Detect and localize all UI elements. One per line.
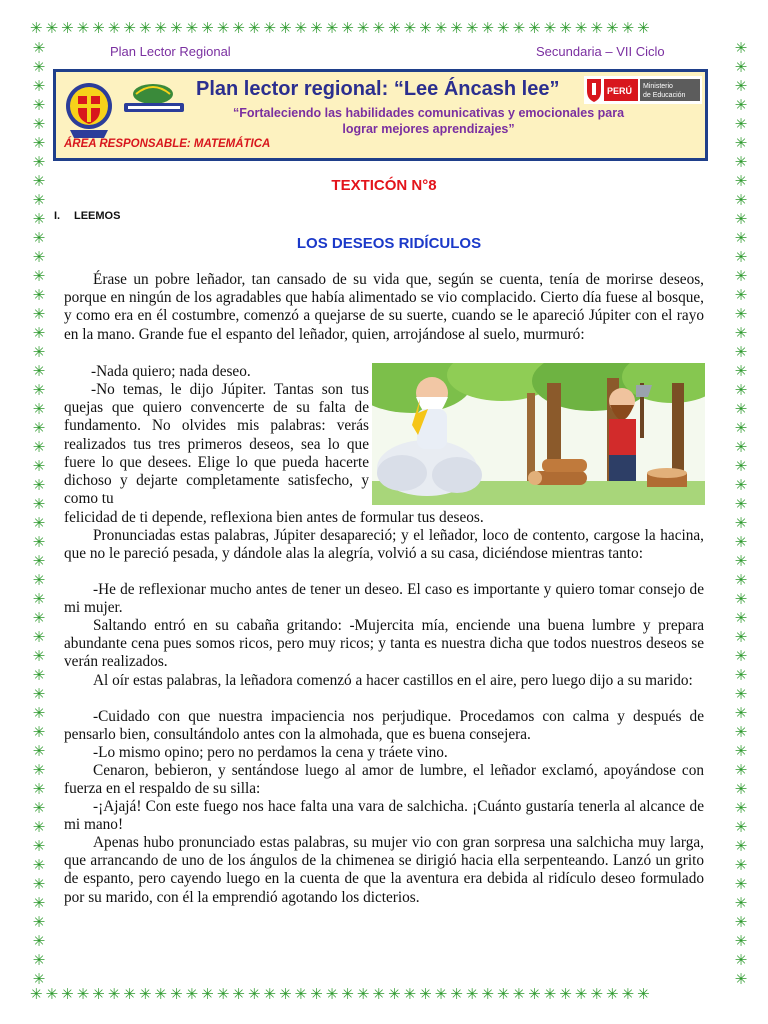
- page-border-right: ✳✳✳✳✳✳✳✳✳✳✳✳✳✳✳✳✳✳✳✳✳✳✳✳✳✳✳✳✳✳✳✳✳✳✳✳✳✳✳✳✳✳✳✳✳✳✳✳✳✳: [734, 41, 748, 988]
- ugel-logo-icon: [116, 82, 191, 116]
- paragraph-2: -Nada quiero; nada deseo.: [91, 363, 251, 380]
- page-border-bottom: ✳✳✳✳✳✳✳✳✳✳✳✳✳✳✳✳✳✳✳✳✳✳✳✳✳✳✳✳✳✳✳✳✳✳✳✳✳✳✳✳: [30, 988, 653, 1003]
- paragraph-11: -¡Ajajá! Con este fuego nos hace falta una vara de salchicha. ¡Cuánto gustaría tenerla al alcance de mi mano!: [64, 798, 704, 834]
- section-heading: [54, 210, 120, 222]
- paragraph-5: -He de reflexionar mucho antes de tener un deseo. El caso es importante y quiero tomar consejo de mi mujer.: [64, 581, 704, 617]
- program-banner: [53, 69, 708, 161]
- ministry-logo: [584, 76, 702, 104]
- section-label: LEEMOS: [74, 210, 121, 222]
- banner-title: Plan lector regional: “Lee Áncash lee”: [196, 78, 560, 100]
- page-border-top: ✳✳✳✳✳✳✳✳✳✳✳✳✳✳✳✳✳✳✳✳✳✳✳✳✳✳✳✳✳✳✳✳✳✳✳✳✳✳✳✳: [30, 22, 653, 37]
- paragraph-6: Saltando entró en su cabaña gritando: -Mujercita mía, enciende una buena lumbre y prepara abundante cena pues somos ricos, pero muy ricos; y tanta es nuestra dicha que todos nuestros deseos se verán realizados.: [64, 617, 704, 671]
- jupiter-woodcutter-illustration: [372, 363, 705, 505]
- responsible-area: ÁREA RESPONSABLE: MATEMÁTICA: [64, 138, 271, 150]
- minedu-line2: de Educación: [643, 92, 686, 99]
- story-title: LOS DESEOS RIDÍCULOS: [296, 235, 482, 252]
- paragraph-7: Al oír estas palabras, la leñadora comenzó a hacer castillos en el aire, pero luego dijo a su marido:: [93, 672, 693, 689]
- paragraph-3-continued: felicidad de ti depende, reflexiona bien antes de formular tus deseos.: [64, 509, 484, 526]
- minedu-line1: Ministerio: [643, 83, 673, 90]
- banner-subtitle: “Fortaleciendo las habilidades comunicativas y emocionales para lograr mejores aprendizajes”: [232, 106, 625, 136]
- section-number: I.: [54, 210, 61, 222]
- paragraph-1: Érase un pobre leñador, tan cansado de su vida que, según se cuenta, tenía de morirse deseos, porque en ningún de los agradables que había alimentado se vio complacido. Cierto día fuese al bosque, y como era en él costumbre, comenzó a quejarse de su suerte, cuando se le apareció Júpiter con el rayo en la mano. Grande fue el espanto del leñador, quien, arrojándose al suelo, murmuró:: [64, 271, 704, 343]
- regional-seal-icon: [64, 78, 114, 140]
- paragraph-3: -No temas, le dijo Júpiter. Tantas son tus quejas que quiero convencerte de su falta de fundamento. No olvides mis palabras: verás realizados tus tres primeros deseos, sea lo que fuere lo que desees. Elige lo que pueda hacerte dichoso y dejarte completamente satisfecho, y como tu: [64, 381, 369, 508]
- running-header-right: Secundaria – VII Ciclo: [536, 44, 665, 59]
- paragraph-4: Pronunciadas estas palabras, Júpiter desapareció; y el leñador, loco de contento, cargose la hacina, que no le pareció pesada, y dándole alas la alegría, volvió a su casa, diciéndose mientras tanto:: [64, 527, 704, 563]
- paragraph-12: Apenas hubo pronunciado estas palabras, su mujer vio con gran sorpresa una salchicha muy larga, que arrancando de uno de los ángulos de la chimenea se dirigió hacia ella serpenteando. Lanzó un grito de espanto, pero cayendo luego en la cuenta de que la aventura era debida al ridículo deseo formulado por su marido, con él la emprendió agotando los dicterios.: [64, 834, 704, 906]
- running-header-left: Plan Lector Regional: [110, 44, 231, 59]
- paragraph-10: Cenaron, bebieron, y sentándose luego al amor de lumbre, el leñador exclamó, apoyándose con fuerza en el respaldo de su silla:: [64, 762, 704, 798]
- minedu-peru-label: PERÚ: [607, 86, 633, 96]
- page-border-left: ✳✳✳✳✳✳✳✳✳✳✳✳✳✳✳✳✳✳✳✳✳✳✳✳✳✳✳✳✳✳✳✳✳✳✳✳✳✳✳✳✳✳✳✳✳✳✳✳✳✳: [32, 41, 46, 988]
- paragraph-8: -Cuidado con que nuestra impaciencia nos perjudique. Procedamos con calma y después de pensarlo bien, consultándolo antes con la almohada, que es buena consejera.: [64, 708, 704, 744]
- texticon-number: TEXTICÓN N°8: [331, 177, 437, 194]
- paragraph-9: -Lo mismo opino; pero no perdamos la cena y tráete vino.: [93, 744, 448, 761]
